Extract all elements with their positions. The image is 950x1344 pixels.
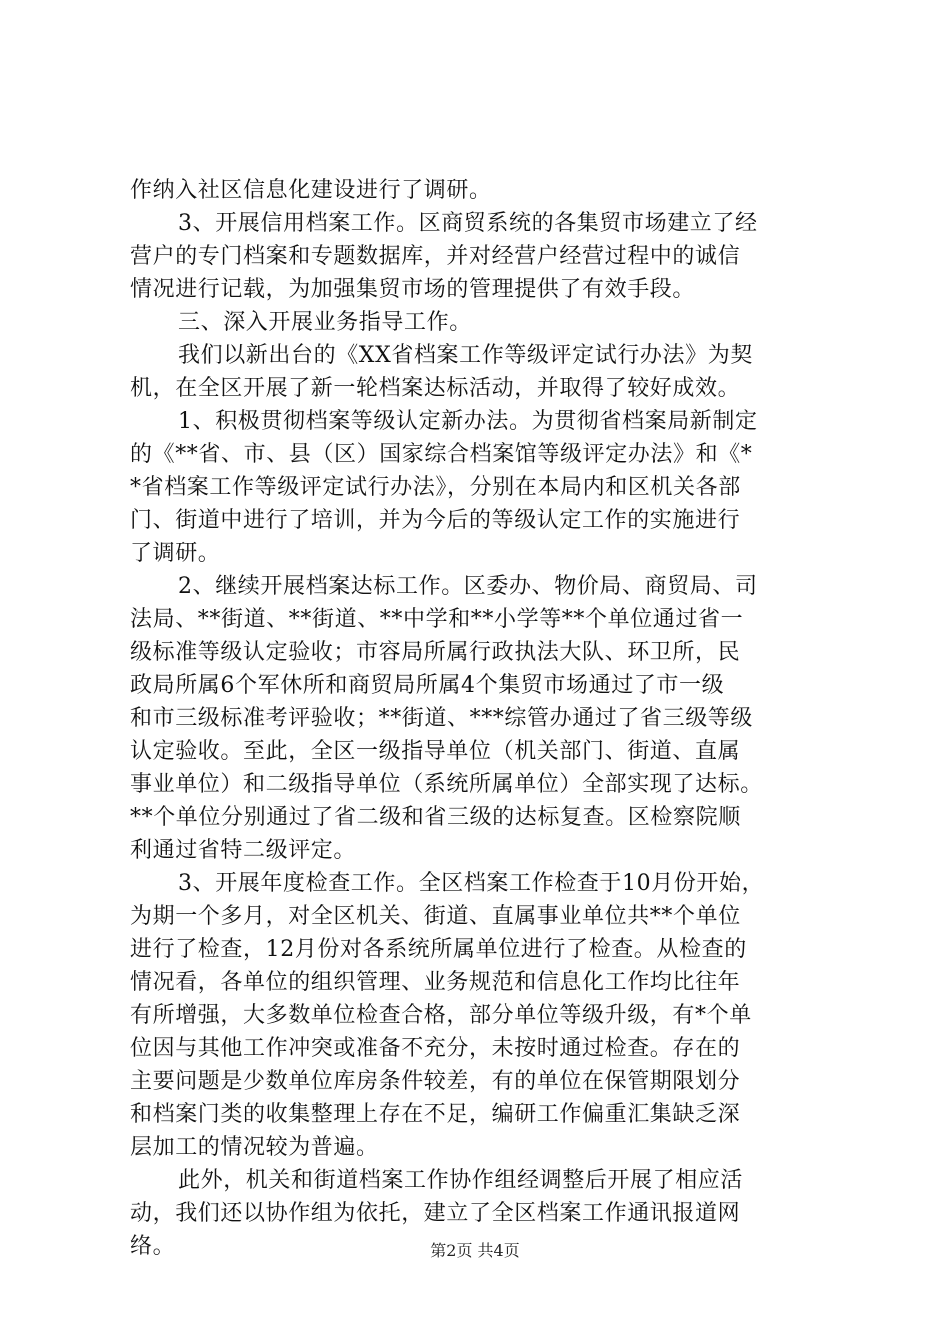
text-line: 位因与其他工作冲突或准备不充分，未按时通过检查。存在的 <box>130 1036 741 1061</box>
text-line: **个单位分别通过了省二级和省三级的达标复查。区检察院顺 <box>130 805 741 830</box>
text-line: *省档案工作等级评定试行办法》，分别在本局内和区机关各部 <box>130 475 741 500</box>
text-line: 法局、**街道、**街道、**中学和**小学等**个单位通过省一 <box>130 607 744 632</box>
text-line: 络。 <box>130 1234 176 1259</box>
text-line: 作纳入社区信息化建设进行了调研。 <box>130 178 492 203</box>
text-line: 机，在全区开展了新一轮档案达标活动，并取得了较好成效。 <box>130 376 741 401</box>
text-line: 为期一个多月，对全区机关、街道、直属事业单位共**个单位 <box>130 904 741 929</box>
text-line: 三、深入开展业务指导工作。 <box>178 310 472 335</box>
page-number: 第2页 共4页 <box>430 1241 520 1260</box>
text-line: 认定验收。至此，全区一级指导单位（机关部门、街道、直属 <box>130 739 741 764</box>
text-line: 政局所属6个军休所和商贸局所属4个集贸市场通过了市一级 <box>130 673 725 698</box>
text-line: 事业单位）和二级指导单位（系统所属单位）全部实现了达标。 <box>130 772 763 797</box>
text-line: 营户的专门档案和专题数据库，并对经营户经营过程中的诚信 <box>130 244 741 269</box>
text-line: 2、继续开展档案达标工作。区委办、物价局、商贸局、司 <box>178 574 758 599</box>
text-line: 1、积极贯彻档案等级认定新办法。为贯彻省档案局新制定 <box>178 409 758 434</box>
text-line: 了调研。 <box>130 541 221 566</box>
text-line: 进行了检查，12月份对各系统所属单位进行了检查。从检查的 <box>130 937 747 962</box>
text-line: 利通过省特二级评定。 <box>130 838 357 863</box>
text-line: 和档案门类的收集整理上存在不足，编研工作偏重汇集缺乏深 <box>130 1102 741 1127</box>
text-line: 动，我们还以协作组为依托，建立了全区档案工作通讯报道网 <box>130 1201 741 1226</box>
text-line: 门、街道中进行了培训，并为今后的等级认定工作的实施进行 <box>130 508 741 533</box>
text-line: 级标准等级认定验收；市容局所属行政执法大队、环卫所，民 <box>130 640 741 665</box>
text-line: 情况进行记载，为加强集贸市场的管理提供了有效手段。 <box>130 277 696 302</box>
text-line: 和市三级标准考评验收；**街道、***综管办通过了省三级等级 <box>130 706 754 731</box>
text-line: 我们以新出台的《XX省档案工作等级评定试行办法》为契 <box>178 343 753 368</box>
text-line: 层加工的情况较为普遍。 <box>130 1135 379 1160</box>
text-line: 3、开展年度检查工作。全区档案工作检查于10月份开始， <box>178 871 765 896</box>
text-line: 此外，机关和街道档案工作协作组经调整后开展了相应活 <box>178 1168 744 1193</box>
text-line: 有所增强，大多数单位检查合格，部分单位等级升级，有*个单 <box>130 1003 752 1028</box>
text-line: 情况看，各单位的组织管理、业务规范和信息化工作均比往年 <box>130 970 741 995</box>
text-line: 3、开展信用档案工作。区商贸系统的各集贸市场建立了经 <box>178 211 758 236</box>
document-body <box>130 174 830 1263</box>
text-line: 主要问题是少数单位库房条件较差，有的单位在保管期限划分 <box>130 1069 741 1094</box>
text-line: 的《**省、市、县（区）国家综合档案馆等级评定办法》和《* <box>130 442 753 467</box>
